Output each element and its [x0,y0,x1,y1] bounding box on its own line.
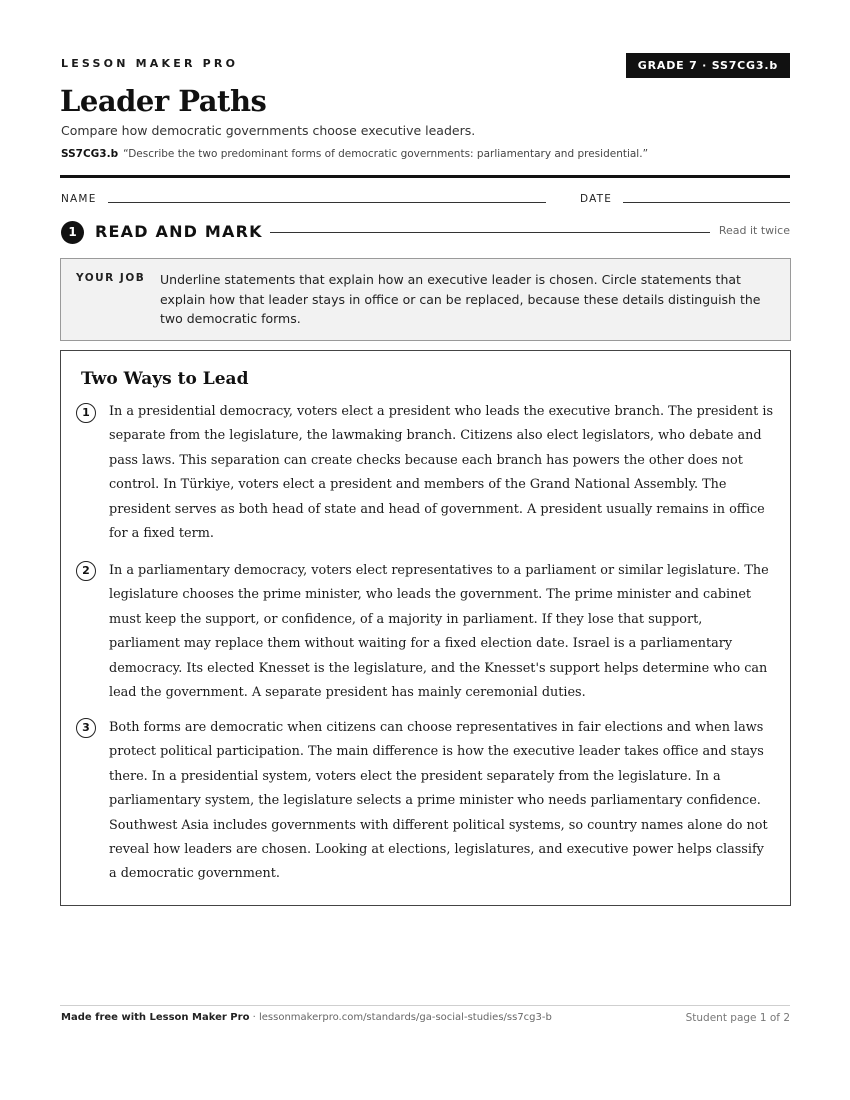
footer-divider [60,1005,790,1006]
section-divider [270,232,710,233]
header-divider [60,175,790,178]
paragraph-2: In a parliamentary democracy, voters elect representatives to a parliament or similar legislature. The legislature chooses the prime minister, who leads the government. The prime minister and cabinet must keep the support, or confidence, of a majority in parliament. If they lose that support, parliament may replace them without waiting for a fixed election date. Israel is a parliamentary democracy. Its elected Knesset is the legislature, and the Knesset's support helps determine who can lead the government. A separate president has mainly ceremonial duties. [109,563,769,701]
footer-made-with: Made free with Lesson Maker Pro [61,1012,250,1023]
paragraph-number-1: 1 [76,403,96,423]
paragraph-3: Both forms are democratic when citizens can choose representatives in fair elections and when laws protect political participation. The main difference is how the executive leader takes office and stays there. In a presidential system, voters elect the president separately from the legislature. In a parliamentary system, the legislature selects a prime minister who needs parliamentary confidence. Southwest Asia includes governments with different political systems, so country names alone do not reveal how leaders are chosen. Looking at elections, legislatures, and executive power helps classify a democratic government. [109,720,768,882]
page-subtitle: Compare how democratic governments choose executive leaders. [61,123,476,138]
section-title: READ AND MARK [95,222,263,241]
name-field[interactable] [108,202,546,203]
standard-line [61,148,648,160]
passage-title: Two Ways to Lead [81,369,249,389]
grade-badge: GRADE 7 · SS7CG3.b [626,53,790,78]
date-field[interactable] [623,202,790,203]
paragraph-1: In a presidential democracy, voters elect a president who leads the executive branch. The president is separate from the legislature, the lawmaking branch. Citizens also elect legislators, who debate and pass laws. This separation can create checks because each branch has powers the other does not control. In Türkiye, voters elect a president and members of the Grand National Assembly. The president serves as both head of state and head of government. A president usually remains in office for a fixed term. [109,404,774,542]
job-label: YOUR JOB [76,272,146,284]
brand-name: LESSON MAKER PRO [61,57,239,70]
paragraph-number-2: 2 [76,561,96,581]
footer-credit [61,1012,552,1023]
date-label: DATE [580,193,613,205]
paragraph-number-3: 3 [76,718,96,738]
standard-description: “Describe the two predominant forms of democratic governments: parliamentary and presidential.” [123,148,649,160]
section-note: Read it twice [718,224,790,237]
standard-code: SS7CG3.b [61,148,119,160]
section-number-badge: 1 [61,221,84,244]
page-title: Leader Paths [60,84,267,118]
job-text: Underline statements that explain how an executive leader is chosen. Circle statements that explain how that leader stays in office or can be replaced, because these details distinguish the two democratic forms. [160,272,761,326]
reading-passage [60,350,791,906]
job-instructions-box [60,258,791,341]
name-label: NAME [61,193,97,205]
page-indicator: Student page 1 of 2 [685,1012,790,1024]
footer-url[interactable]: · lessonmakerpro.com/standards/ga-social-studies/ss7cg3-b [249,1012,552,1023]
